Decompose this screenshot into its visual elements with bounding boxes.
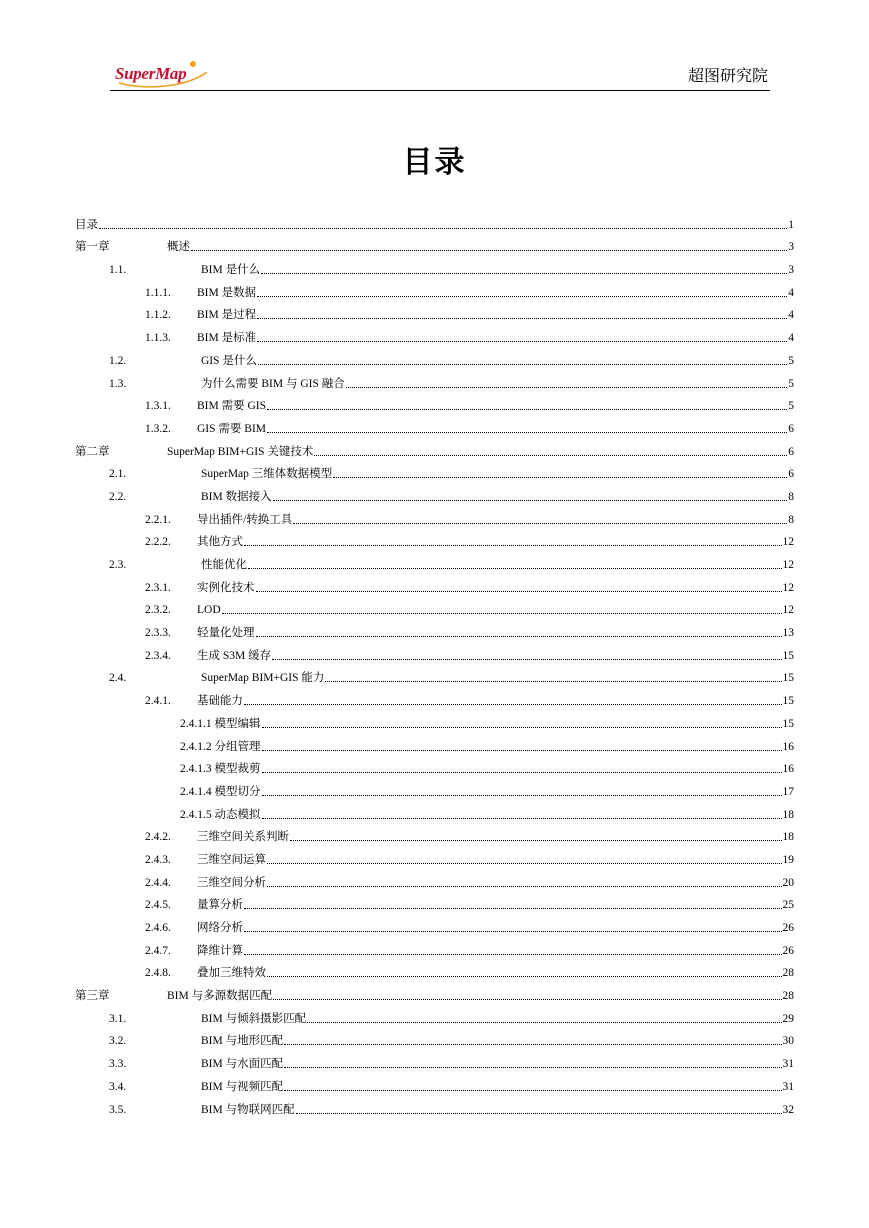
toc-entry-number: 1.3. bbox=[109, 377, 127, 390]
toc-dot-leader bbox=[244, 907, 782, 909]
toc-entry-number: 3.5. bbox=[109, 1103, 127, 1116]
toc-entry-title[interactable]: SuperMap BIM+GIS 关键技术 bbox=[167, 445, 314, 458]
toc-dot-leader bbox=[258, 363, 787, 365]
toc-entry-number: 1.1.3. bbox=[145, 332, 171, 345]
toc-entry-number: 2.2. bbox=[109, 490, 127, 503]
toc-entry-number: 1.3.1. bbox=[145, 400, 171, 413]
toc-entry-number: 第三章 bbox=[75, 990, 110, 1003]
toc-entry-page: 19 bbox=[782, 853, 794, 866]
toc-entry-title[interactable]: 叠加三维特效 bbox=[197, 967, 266, 980]
toc-entry-title[interactable]: BIM 数据接入 bbox=[201, 490, 272, 503]
toc-entry[interactable] bbox=[75, 481, 794, 504]
toc-entry[interactable] bbox=[75, 844, 794, 867]
toc-entry-page: 25 bbox=[782, 899, 794, 912]
toc-entry[interactable] bbox=[75, 890, 794, 913]
toc-entry[interactable] bbox=[75, 980, 794, 1003]
toc-entry-number: 3.3. bbox=[109, 1058, 127, 1071]
toc-entry[interactable] bbox=[75, 391, 794, 414]
toc-entry-page: 13 bbox=[782, 627, 794, 640]
toc-entry[interactable] bbox=[75, 368, 794, 391]
toc-dot-leader bbox=[267, 431, 787, 433]
toc-dot-leader bbox=[272, 658, 781, 660]
toc-dot-leader bbox=[262, 817, 782, 819]
toc-entry[interactable] bbox=[75, 504, 794, 527]
toc-entry-page: 1 bbox=[788, 218, 794, 231]
toc-dot-leader bbox=[262, 794, 782, 796]
page-header bbox=[110, 58, 770, 91]
toc-entry-page: 28 bbox=[782, 990, 794, 1003]
toc-dot-leader bbox=[325, 680, 781, 682]
toc-entry-number: 2.4.7. bbox=[145, 944, 171, 957]
toc-entry-number: 3.2. bbox=[109, 1035, 127, 1048]
logo-text: SuperMap bbox=[115, 64, 187, 83]
toc-entry[interactable] bbox=[75, 413, 794, 436]
toc-entry-page: 16 bbox=[782, 740, 794, 753]
toc-entry[interactable] bbox=[75, 912, 794, 935]
toc-entry[interactable] bbox=[75, 527, 794, 550]
toc-entry-title[interactable]: 三维空间分析 bbox=[197, 876, 266, 889]
page-title: 目录 bbox=[402, 145, 467, 180]
toc-entry-page: 6 bbox=[788, 468, 794, 481]
toc-entry-title[interactable]: GIS 需要 BIM bbox=[197, 422, 267, 435]
toc-entry-number: 第一章 bbox=[75, 241, 110, 254]
toc-entry[interactable] bbox=[75, 232, 794, 255]
toc-entry-title[interactable]: BIM 与视频匹配 bbox=[201, 1080, 284, 1093]
toc-entry-number: 2.3.3. bbox=[145, 627, 171, 640]
toc-entry-page: 4 bbox=[788, 286, 794, 299]
toc-entry-title[interactable]: BIM 与倾斜摄影匹配 bbox=[201, 1012, 307, 1025]
toc-entry-page: 8 bbox=[788, 490, 794, 503]
toc-entry-page: 28 bbox=[782, 967, 794, 980]
table-of-contents bbox=[75, 209, 794, 1117]
toc-entry-title[interactable]: BIM 与多源数据匹配 bbox=[167, 990, 273, 1003]
toc-entry[interactable] bbox=[75, 754, 794, 777]
toc-entry-title[interactable]: 降维计算 bbox=[197, 944, 243, 957]
toc-dot-leader bbox=[267, 408, 787, 410]
toc-entry-number: 2.4.6. bbox=[145, 922, 171, 934]
toc-entry-page: 5 bbox=[788, 354, 794, 367]
toc-entry[interactable] bbox=[75, 277, 794, 300]
toc-entry-number: 2.3.1. bbox=[145, 581, 171, 594]
toc-entry-title[interactable]: 三维空间运算 bbox=[197, 853, 266, 866]
toc-entry-number: 2.4.8. bbox=[145, 967, 171, 980]
toc-entry[interactable] bbox=[75, 322, 794, 345]
toc-entry-number: 1.1. bbox=[109, 264, 127, 277]
toc-entry-title[interactable]: 2.4.1.4 模型切分 bbox=[180, 785, 261, 798]
toc-entry[interactable] bbox=[75, 708, 794, 731]
toc-entry[interactable] bbox=[75, 1003, 794, 1026]
toc-entry-number: 2.3.2. bbox=[145, 604, 171, 617]
toc-dot-leader bbox=[256, 635, 782, 637]
toc-dot-leader bbox=[284, 1066, 781, 1068]
toc-entry-title[interactable]: SuperMap 三维体数据模型 bbox=[201, 468, 333, 481]
toc-dot-leader bbox=[257, 340, 787, 342]
toc-entry-title[interactable]: BIM 与物联网匹配 bbox=[201, 1103, 295, 1116]
toc-entry-page: 16 bbox=[782, 763, 794, 776]
toc-entry-number: 2.4.2. bbox=[145, 831, 171, 844]
toc-entry-page: 4 bbox=[788, 332, 794, 345]
toc-dot-leader bbox=[273, 998, 781, 1000]
toc-entry-page: 15 bbox=[782, 649, 794, 662]
toc-entry-title[interactable]: BIM 与地形匹配 bbox=[201, 1035, 284, 1048]
toc-entry-page: 18 bbox=[782, 808, 794, 821]
toc-entry-number: 2.4. bbox=[109, 672, 127, 685]
toc-entry-page: 31 bbox=[782, 1080, 794, 1093]
toc-entry[interactable] bbox=[75, 572, 794, 595]
toc-entry-title[interactable]: BIM 是标准 bbox=[197, 332, 257, 345]
toc-dot-leader bbox=[314, 454, 787, 456]
toc-entry[interactable] bbox=[75, 776, 794, 799]
toc-entry-page: 26 bbox=[782, 922, 794, 934]
toc-entry[interactable] bbox=[75, 300, 794, 323]
toc-entry[interactable] bbox=[75, 254, 794, 277]
toc-dot-leader bbox=[262, 726, 782, 728]
toc-dot-leader bbox=[346, 386, 787, 388]
toc-entry-page: 6 bbox=[788, 445, 794, 458]
toc-entry-page: 26 bbox=[782, 944, 794, 957]
toc-entry-title[interactable]: 性能优化 bbox=[201, 559, 247, 571]
toc-entry-title[interactable]: BIM 需要 GIS bbox=[197, 400, 267, 413]
toc-entry-number: 3.1. bbox=[109, 1012, 127, 1025]
toc-entry[interactable] bbox=[75, 595, 794, 618]
toc-entry[interactable] bbox=[75, 1071, 794, 1094]
toc-dot-leader bbox=[293, 522, 787, 524]
toc-dot-leader bbox=[262, 749, 782, 751]
toc-entry-number: 1.2. bbox=[109, 354, 127, 367]
toc-entry[interactable] bbox=[75, 459, 794, 482]
toc-entry-title[interactable]: LOD bbox=[197, 604, 221, 617]
toc-entry-number: 1.3.2. bbox=[145, 422, 171, 435]
toc-entry-title[interactable]: 2.4.1.1 模型编辑 bbox=[180, 717, 261, 730]
toc-entry-number: 2.4.5. bbox=[145, 899, 171, 912]
toc-dot-leader bbox=[267, 975, 782, 977]
toc-dot-leader bbox=[284, 1089, 781, 1091]
toc-entry-title[interactable]: 其他方式 bbox=[197, 536, 243, 549]
toc-dot-leader bbox=[256, 590, 782, 592]
toc-entry-page: 4 bbox=[788, 309, 794, 322]
toc-entry-title[interactable]: BIM 是过程 bbox=[197, 309, 257, 322]
toc-entry-number: 2.4.4. bbox=[145, 876, 171, 889]
toc-dot-leader bbox=[99, 227, 787, 229]
toc-entry-page: 12 bbox=[782, 604, 794, 617]
toc-entry-page: 31 bbox=[782, 1058, 794, 1071]
toc-entry-number: 3.4. bbox=[109, 1080, 127, 1093]
toc-entry-page: 3 bbox=[788, 241, 794, 254]
toc-dot-leader bbox=[244, 953, 782, 955]
toc-entry-number: 2.1. bbox=[109, 468, 127, 481]
toc-entry-page: 15 bbox=[782, 695, 794, 708]
toc-entry[interactable] bbox=[75, 822, 794, 845]
toc-entry[interactable] bbox=[75, 640, 794, 663]
toc-dot-leader bbox=[222, 612, 782, 614]
toc-entry[interactable] bbox=[75, 867, 794, 890]
toc-entry-title[interactable]: SuperMap BIM+GIS 能力 bbox=[201, 672, 325, 685]
toc-entry-title[interactable]: 2.4.1.3 模型裁剪 bbox=[180, 763, 261, 776]
org-name: 超图研究院 bbox=[687, 66, 768, 85]
toc-entry-title[interactable]: GIS 是什么 bbox=[201, 354, 257, 367]
toc-entry[interactable] bbox=[75, 345, 794, 368]
toc-dot-leader bbox=[267, 862, 782, 864]
toc-entry-title[interactable]: 基础能力 bbox=[197, 695, 243, 708]
toc-entry-page: 6 bbox=[788, 422, 794, 435]
toc-dot-leader bbox=[257, 317, 787, 319]
toc-entry-page: 12 bbox=[782, 581, 794, 594]
toc-entry-page: 8 bbox=[788, 513, 794, 526]
toc-entry-title[interactable]: BIM 是什么 bbox=[201, 264, 261, 277]
toc-dot-leader bbox=[248, 567, 782, 569]
toc-entry-page: 15 bbox=[782, 717, 794, 730]
toc-dot-leader bbox=[267, 885, 782, 887]
toc-dot-leader bbox=[244, 930, 782, 932]
toc-entry[interactable] bbox=[75, 799, 794, 822]
toc-dot-leader bbox=[191, 249, 787, 251]
toc-dot-leader bbox=[257, 295, 787, 297]
toc-entry-number: 1.1.1. bbox=[145, 286, 171, 299]
toc-entry-page: 12 bbox=[782, 536, 794, 549]
toc-entry-title[interactable]: 量算分析 bbox=[197, 899, 243, 912]
toc-entry-title[interactable]: 2.4.1.2 分组管理 bbox=[180, 740, 261, 753]
toc-entry-page: 32 bbox=[782, 1103, 794, 1116]
toc-dot-leader bbox=[296, 1112, 782, 1114]
toc-dot-leader bbox=[307, 1021, 781, 1023]
toc-entry-page: 15 bbox=[782, 672, 794, 685]
toc-entry[interactable] bbox=[75, 1094, 794, 1117]
toc-entry[interactable] bbox=[75, 1048, 794, 1071]
toc-dot-leader bbox=[244, 544, 782, 546]
toc-dot-leader bbox=[284, 1043, 781, 1045]
toc-entry-title[interactable]: 生成 S3M 缓存 bbox=[197, 649, 272, 662]
toc-entry-title[interactable]: 导出插件/转换工具 bbox=[197, 513, 293, 526]
toc-dot-leader bbox=[333, 476, 787, 478]
toc-dot-leader bbox=[290, 839, 782, 841]
toc-entry[interactable] bbox=[75, 935, 794, 958]
toc-entry-number: 2.3. bbox=[109, 559, 127, 571]
toc-entry[interactable] bbox=[75, 1026, 794, 1049]
toc-entry-page: 5 bbox=[788, 377, 794, 390]
toc-entry-page: 29 bbox=[782, 1012, 794, 1025]
toc-entry-number: 2.2.2. bbox=[145, 536, 171, 549]
toc-entry-title[interactable]: 网络分析 bbox=[197, 922, 243, 934]
toc-entry-title[interactable]: 2.4.1.5 动态模拟 bbox=[180, 808, 261, 821]
toc-entry-page: 20 bbox=[782, 876, 794, 889]
toc-entry-title[interactable]: BIM 与水面匹配 bbox=[201, 1058, 284, 1071]
toc-entry-title[interactable]: 为什么需要 BIM 与 GIS 融合 bbox=[201, 377, 345, 390]
toc-entry-title[interactable]: 目录 bbox=[75, 218, 98, 231]
toc-entry-number: 2.4.1. bbox=[145, 695, 171, 708]
toc-entry-page: 12 bbox=[782, 559, 794, 571]
toc-entry-page: 5 bbox=[788, 400, 794, 413]
toc-entry-number: 2.4.3. bbox=[145, 853, 171, 866]
toc-entry[interactable] bbox=[75, 958, 794, 981]
toc-dot-leader bbox=[244, 703, 782, 705]
toc-entry-title[interactable]: 实例化技术 bbox=[197, 581, 255, 594]
toc-entry[interactable] bbox=[75, 685, 794, 708]
toc-entry-title[interactable]: BIM 是数据 bbox=[197, 286, 257, 299]
toc-entry-number: 1.1.2. bbox=[145, 309, 171, 322]
toc-entry-number: 2.2.1. bbox=[145, 513, 171, 526]
toc-dot-leader bbox=[262, 771, 782, 773]
toc-entry[interactable] bbox=[75, 731, 794, 754]
toc-entry-title[interactable]: 概述 bbox=[167, 241, 190, 254]
toc-entry-number: 第二章 bbox=[75, 445, 110, 458]
toc-entry-page: 3 bbox=[788, 264, 794, 277]
toc-entry[interactable] bbox=[75, 617, 794, 640]
toc-entry[interactable] bbox=[75, 209, 794, 232]
toc-entry-title[interactable]: 三维空间关系判断 bbox=[197, 831, 289, 844]
toc-entry-page: 30 bbox=[782, 1035, 794, 1048]
toc-entry[interactable] bbox=[75, 663, 794, 686]
toc-entry-number: 2.3.4. bbox=[145, 649, 171, 662]
toc-entry-page: 17 bbox=[782, 785, 794, 798]
toc-entry[interactable] bbox=[75, 436, 794, 459]
supermap-logo bbox=[115, 60, 205, 88]
toc-entry-title[interactable]: 轻量化处理 bbox=[197, 627, 255, 640]
toc-dot-leader bbox=[273, 499, 788, 501]
toc-entry-page: 18 bbox=[782, 831, 794, 844]
toc-entry[interactable] bbox=[75, 549, 794, 572]
toc-dot-leader bbox=[261, 272, 787, 274]
